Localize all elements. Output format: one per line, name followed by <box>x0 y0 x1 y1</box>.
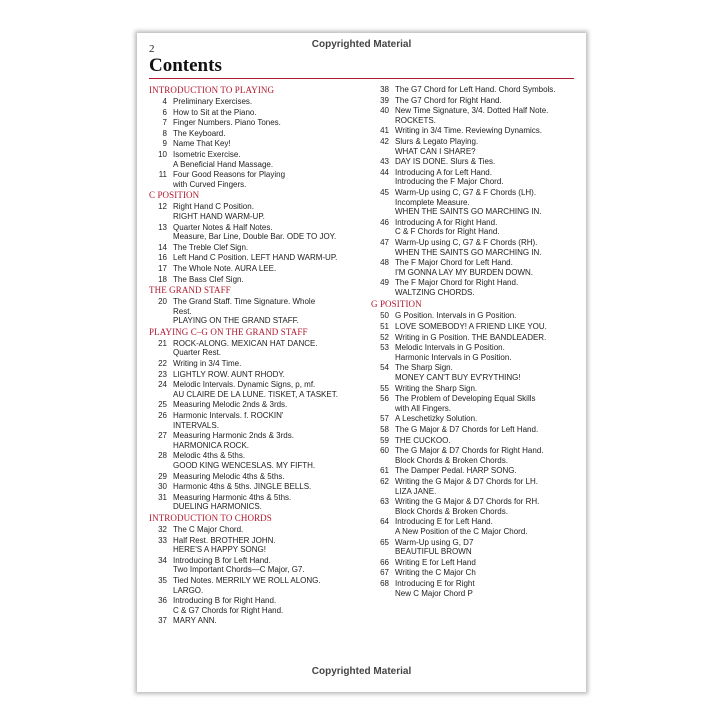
contents-entry <box>149 139 367 149</box>
entry-page-number: 63 <box>380 497 389 507</box>
book-page <box>137 33 586 692</box>
entry-page-number: 20 <box>158 297 167 307</box>
entry-text: LOVE SOMEBODY! A FRIEND LIKE YOU. <box>395 322 547 332</box>
contents-entry <box>149 556 367 575</box>
contents-entry <box>149 97 367 107</box>
contents-entry <box>371 384 579 394</box>
entry-page-number: 53 <box>380 343 389 353</box>
contents-entry <box>149 431 367 450</box>
entry-page-number: 17 <box>158 263 167 273</box>
entry-page-number: 7 <box>162 118 167 128</box>
contents-entry <box>149 223 367 242</box>
entry-text: Four Good Reasons for Playing with Curved Fingers. <box>173 170 286 189</box>
contents-entry <box>371 446 579 465</box>
entry-text: The G7 Chord for Left Hand. Chord Symbols. <box>395 85 556 94</box>
entry-page-number: 36 <box>158 596 167 606</box>
entry-page-number: 40 <box>380 106 389 116</box>
entry-page-number: 25 <box>158 400 167 410</box>
entry-text: Left Hand C Position. LEFT HAND WARM-UP. <box>173 253 338 263</box>
contents-entry <box>371 168 579 187</box>
entry-page-number: 43 <box>380 157 389 167</box>
entry-text: Quarter Notes & Half Notes. Measure, Bar Line, Double Bar. ODE TO JOY. <box>173 222 337 242</box>
entry-page-number: 38 <box>380 85 389 94</box>
entry-text: Melodic Intervals. Dynamic Signs, p, mf. AU CLAIRE DE LA LUNE. TISKET, A TASKET. <box>173 380 338 399</box>
contents-entry <box>371 343 579 362</box>
page-number: 2 <box>149 43 155 55</box>
contents-entry <box>371 188 579 217</box>
contents-entry <box>371 466 579 476</box>
contents-entry <box>371 538 579 557</box>
entry-text: The Grand Staff. Time Signature. Whole Rest. PLAYING ON THE GRAND STAFF. <box>173 297 316 326</box>
entry-page-number: 67 <box>380 568 389 578</box>
contents-entry <box>371 85 579 95</box>
entry-page-number: 48 <box>380 258 389 268</box>
entry-page-number: 66 <box>380 557 389 567</box>
entry-text: Writing the G Major & D7 Chords for RH. Block Chords & Broken Chords. <box>395 497 540 516</box>
entry-page-number: 52 <box>380 332 389 342</box>
entry-text: THE CUCKOO. <box>395 435 451 445</box>
entry-text: The G Major & D7 Chords for Right Hand. Block Chords & Broken Chords. <box>395 446 544 465</box>
entry-page-number: 31 <box>158 492 167 502</box>
entry-text: MARY ANN. <box>173 616 217 626</box>
entry-page-number: 30 <box>158 482 167 492</box>
contents-entry <box>149 493 367 512</box>
contents-entry <box>371 126 579 136</box>
entry-page-number: 39 <box>380 95 389 105</box>
entry-text: The G Major & D7 Chords for Left Hand. <box>395 425 539 434</box>
entry-text: The Bass Clef Sign. <box>173 274 244 284</box>
entry-page-number: 46 <box>380 217 389 227</box>
contents-entry <box>149 400 367 410</box>
section-heading: INTRODUCTION TO CHORDS <box>149 512 272 523</box>
entry-page-number: 27 <box>158 431 167 441</box>
entry-page-number: 33 <box>158 535 167 545</box>
entry-page-number: 58 <box>380 425 389 434</box>
entry-text: Introducing E for Left Hand. A New Position of the C Major Chord. <box>395 517 528 536</box>
contents-entry <box>371 497 579 516</box>
contents-entry <box>371 96 579 106</box>
contents-entry <box>149 370 367 380</box>
entry-text: Writing the G Major & D7 Chords for LH. LIZA JANE. <box>395 476 539 496</box>
contents-entry <box>371 436 579 446</box>
contents-entry <box>149 297 367 326</box>
entry-page-number: 8 <box>162 128 167 138</box>
entry-text: Melodic 4ths & 5ths. GOOD KING WENCESLAS. MY FIFTH. <box>173 451 316 470</box>
contents-entry <box>371 425 579 435</box>
entry-text: Writing in G Position. THE BANDLEADER. <box>395 332 547 342</box>
entry-page-number: 59 <box>380 435 389 445</box>
entry-page-number: 14 <box>158 242 167 252</box>
entry-page-number: 22 <box>158 359 167 369</box>
contents-entry <box>149 275 367 285</box>
contents-entry <box>149 170 367 189</box>
contents-entry <box>371 414 579 424</box>
entry-text: Writing in 3/4 Time. <box>173 359 242 369</box>
entry-text: Warm-Up using C, G7 & F Chords (LH). Incomplete Measure. WHEN THE SAINTS GO MARCHING IN. <box>395 187 542 217</box>
entry-text: Harmonic 4ths & 5ths. JINGLE BELLS. <box>173 482 312 492</box>
entry-text: Tied Notes. MERRILY WE ROLL ALONG. LARGO. <box>173 575 321 595</box>
entry-page-number: 44 <box>380 167 389 177</box>
entry-text: Finger Numbers. Piano Tones. <box>173 118 281 128</box>
entry-text: The F Major Chord for Left Hand. I'M GONNA LAY MY BURDEN DOWN. <box>395 258 533 277</box>
contents-entry <box>371 568 579 578</box>
entry-page-number: 65 <box>380 537 389 547</box>
entry-page-number: 10 <box>158 149 167 159</box>
contents-entry <box>149 380 367 399</box>
entry-page-number: 47 <box>380 237 389 247</box>
entry-text: The F Major Chord for Right Hand. WALTZING CHORDS. <box>395 278 519 297</box>
contents-entry <box>149 359 367 369</box>
contents-entry <box>149 129 367 139</box>
entry-text: The C Major Chord. <box>173 524 244 534</box>
entry-page-number: 4 <box>162 97 167 106</box>
contents-entry <box>371 558 579 568</box>
entry-page-number: 6 <box>162 107 167 117</box>
entry-text: Introducing B for Right Hand. C & G7 Chords for Right Hand. <box>173 596 284 615</box>
entry-text: The Problem of Developing Equal Skills with All Fingers. <box>395 394 536 413</box>
contents-entry <box>149 150 367 169</box>
entry-text: LIGHTLY ROW. AUNT RHODY. <box>173 369 285 379</box>
entry-page-number: 57 <box>380 414 389 424</box>
entry-page-number: 16 <box>158 253 167 263</box>
entry-page-number: 29 <box>158 471 167 481</box>
entry-text: Measuring Melodic 4ths & 5ths. <box>173 471 285 481</box>
entry-text: Introducing A for Right Hand. C & F Chords for Right Hand. <box>395 217 500 237</box>
entry-text: Warm-Up using G, D7 BEAUTIFUL BROWN <box>395 537 474 557</box>
entry-text: Measuring Melodic 2nds & 3rds. <box>173 400 288 410</box>
entry-text: A Leschetizky Solution. <box>395 414 478 424</box>
contents-entry <box>371 278 579 297</box>
entry-page-number: 55 <box>380 383 389 393</box>
entry-text: Warm-Up using C, G7 & F Chords (RH). WHEN THE SAINTS GO MARCHING IN. <box>395 237 542 257</box>
contents-entry <box>149 596 367 615</box>
entry-text: Introducing B for Left Hand. Two Important Chords—C Major, G7. <box>173 555 305 575</box>
contents-entry <box>371 238 579 257</box>
entry-page-number: 49 <box>380 278 389 288</box>
entry-text: Measuring Harmonic 2nds & 3rds. HARMONICA ROCK. <box>173 431 294 450</box>
contents-entry <box>149 108 367 118</box>
entry-page-number: 50 <box>380 311 389 321</box>
section-heading: C POSITION <box>149 190 200 201</box>
contents-entry <box>149 576 367 595</box>
contents-entry <box>371 517 579 536</box>
entry-page-number: 9 <box>162 139 167 149</box>
section-heading: PLAYING C–G ON THE GRAND STAFF <box>149 326 308 337</box>
entry-page-number: 23 <box>158 369 167 379</box>
contents-left-column <box>149 85 367 627</box>
entry-page-number: 56 <box>380 394 389 404</box>
entry-text: ROCK-ALONG. MEXICAN HAT DANCE. Quarter Rest. <box>173 338 318 358</box>
entry-text: Harmonic Intervals. f. ROCKIN' INTERVALS. <box>173 411 284 430</box>
entry-page-number: 45 <box>380 187 389 197</box>
contents-entry <box>149 118 367 128</box>
contents-entry <box>149 616 367 626</box>
entry-text: Preliminary Exercises. <box>173 97 253 106</box>
contents-entry <box>149 264 367 274</box>
copyright-footer: Copyrighted Material <box>137 666 586 677</box>
section-heading: INTRODUCTION TO PLAYING <box>149 85 275 95</box>
entry-text: Writing in 3/4 Time. Reviewing Dynamics. <box>395 126 543 136</box>
entry-text: DAY IS DONE. Slurs & Ties. <box>395 157 496 167</box>
entry-text: Name That Key! <box>173 139 231 149</box>
entry-page-number: 64 <box>380 517 389 527</box>
contents-entry <box>149 253 367 263</box>
entry-text: The G7 Chord for Right Hand. <box>395 95 502 105</box>
entry-text: Right Hand C Position. RIGHT HAND WARM-UP. <box>173 202 265 221</box>
contents-entry <box>371 218 579 237</box>
entry-page-number: 42 <box>380 136 389 146</box>
contents-entry <box>371 579 579 598</box>
entry-text: The Treble Clef Sign. <box>173 242 249 252</box>
contents-right-column <box>371 85 579 599</box>
entry-text: Slurs & Legato Playing. WHAT CAN I SHARE? <box>395 136 479 156</box>
entry-page-number: 12 <box>158 202 167 212</box>
entry-text: New Time Signature, 3/4. Dotted Half Note. ROCKETS. <box>395 106 549 125</box>
entry-page-number: 26 <box>158 411 167 421</box>
entry-text: Melodic Intervals in G Position. Harmonic Intervals in G Position. <box>395 343 512 362</box>
entry-page-number: 60 <box>380 446 389 456</box>
entry-text: Introducing E for Right New C Major Chord P <box>395 578 475 598</box>
title-rule <box>149 78 574 79</box>
contents-entry <box>371 157 579 167</box>
entry-text: Introducing A for Left Hand. Introducing the F Major Chord. <box>395 167 504 187</box>
entry-page-number: 18 <box>158 274 167 284</box>
entry-page-number: 35 <box>158 575 167 585</box>
copyright-header: Copyrighted Material <box>311 39 412 50</box>
entry-page-number: 21 <box>158 338 167 348</box>
contents-entry <box>371 394 579 413</box>
contents-entry <box>371 363 579 382</box>
contents-entry <box>149 525 367 535</box>
entry-page-number: 34 <box>158 555 167 565</box>
entry-text: The Sharp Sign. MONEY CAN'T BUY EV'RYTHING! <box>395 363 521 383</box>
entry-text: The Keyboard. <box>173 128 226 138</box>
entry-text: G Position. Intervals in G Position. <box>395 311 517 321</box>
contents-entry <box>371 333 579 343</box>
entry-page-number: 37 <box>158 616 167 626</box>
contents-entry <box>149 243 367 253</box>
entry-text: How to Sit at the Piano. <box>173 107 257 117</box>
contents-entry <box>149 472 367 482</box>
section-heading: G POSITION <box>371 299 422 310</box>
entry-page-number: 62 <box>380 476 389 486</box>
entry-text: The Whole Note. AURA LEE. <box>173 263 277 273</box>
entry-page-number: 24 <box>158 380 167 390</box>
contents-entry <box>149 482 367 492</box>
entry-text: Half Rest. BROTHER JOHN. HERE'S A HAPPY SONG! <box>173 535 276 555</box>
entry-page-number: 11 <box>158 170 167 180</box>
contents-entry <box>371 258 579 277</box>
entry-page-number: 61 <box>380 466 389 476</box>
entry-text: Writing the C Major Ch <box>395 568 476 578</box>
entry-page-number: 51 <box>380 322 389 332</box>
entry-page-number: 28 <box>158 451 167 461</box>
entry-text: The Damper Pedal. HARP SONG. <box>395 466 517 476</box>
contents-entry <box>371 137 579 156</box>
page-title: Contents <box>149 55 222 76</box>
contents-entry <box>371 311 579 321</box>
entry-page-number: 41 <box>380 126 389 136</box>
contents-entry <box>371 106 579 125</box>
section-heading: THE GRAND STAFF <box>149 285 231 296</box>
entry-text: Writing the Sharp Sign. <box>395 383 478 393</box>
contents-entry <box>371 477 579 496</box>
entry-page-number: 68 <box>380 578 389 588</box>
contents-entry <box>149 536 367 555</box>
contents-entry <box>149 451 367 470</box>
entry-page-number: 32 <box>158 524 167 534</box>
contents-entry <box>149 411 367 430</box>
entry-text: Measuring Harmonic 4ths & 5ths. DUELING HARMONICS. <box>173 492 292 512</box>
contents-entry <box>149 339 367 358</box>
entry-text: Writing E for Left Hand <box>395 557 476 567</box>
entry-text: Isometric Exercise. A Beneficial Hand Massage. <box>173 149 274 169</box>
contents-entry <box>371 322 579 332</box>
entry-page-number: 13 <box>158 222 167 232</box>
contents-entry <box>149 202 367 221</box>
entry-page-number: 54 <box>380 363 389 373</box>
